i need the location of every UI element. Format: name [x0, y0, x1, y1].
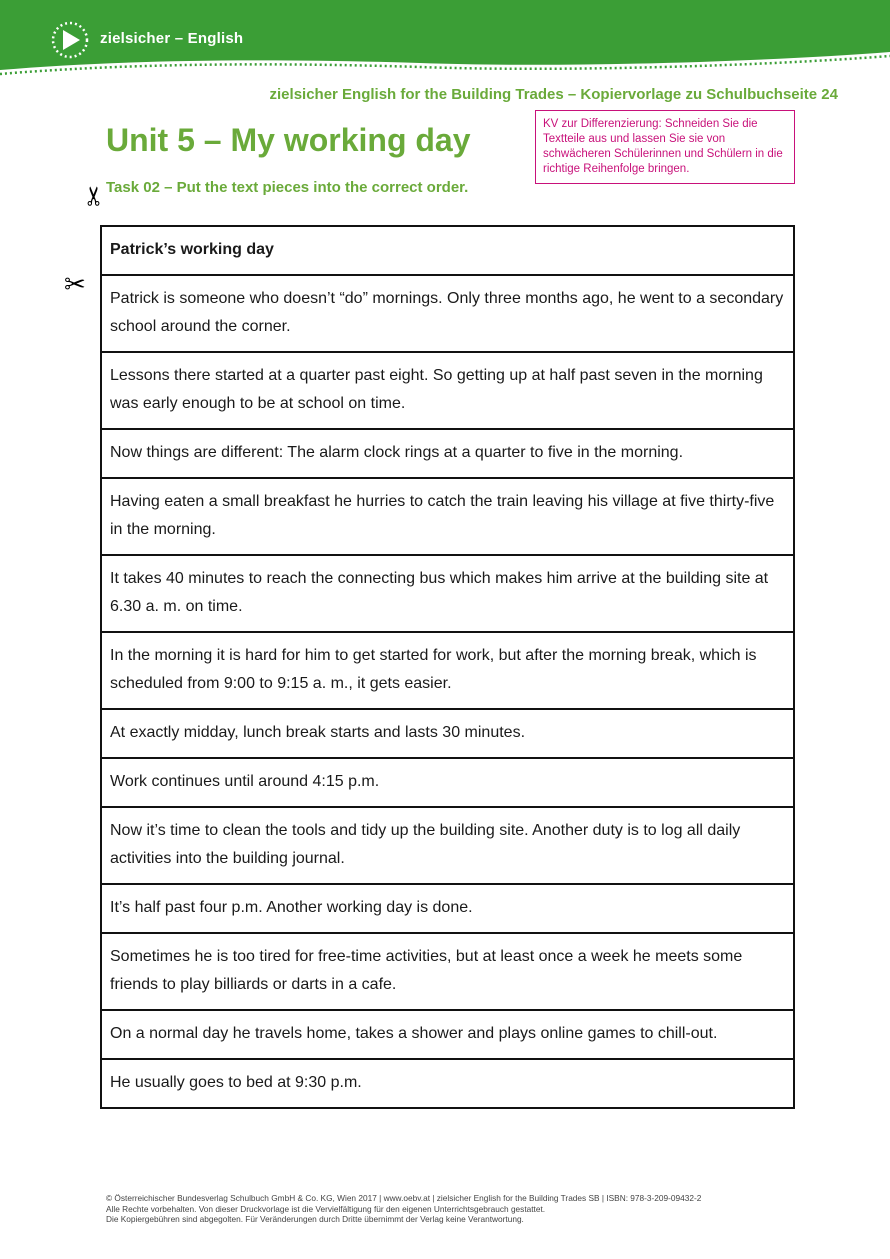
text-piece: Work continues until around 4:15 p.m. — [100, 757, 795, 808]
text-piece: On a normal day he travels home, takes a shower and plays online games to chill-out. — [100, 1009, 795, 1060]
footer-line: Alle Rechte vorbehalten. Von dieser Druckvorlage ist die Vervielfältigung für den eigenen Unterrichtsgebrauch gestattet. — [106, 1203, 546, 1214]
piece-heading: Patrick’s working day — [100, 225, 795, 276]
teacher-note: KV zur Differenzierung: Schneiden Sie die Textteile aus und lassen Sie sie von schwächeren Schülerinnen und Schülern in die richtige Reihenfolge bringen. — [535, 110, 795, 184]
header-banner — [0, 0, 890, 80]
text-piece: At exactly midday, lunch break starts and lasts 30 minutes. — [100, 708, 795, 759]
text-piece: Now it’s time to clean the tools and tidy up the building site. Another duty is to log all daily activities into the building journal. — [100, 806, 795, 885]
footer-copyright — [106, 1193, 701, 1225]
text-pieces-table — [100, 225, 795, 1109]
task-instruction: Task 02 – Put the text pieces into the correct order. — [106, 179, 469, 196]
text-piece: It takes 40 minutes to reach the connecting bus which makes him arrive at the building site at 6.30 a. m. on time. — [100, 554, 795, 633]
page-title: Unit 5 – My working day — [106, 122, 471, 158]
text-piece: In the morning it is hard for him to get started for work, but after the morning break, which is scheduled from 9:00 to 9:15 a. m., it gets easier. — [100, 631, 795, 710]
text-piece: Now things are different: The alarm clock rings at a quarter to five in the morning. — [100, 428, 795, 479]
scissors-icon: ✂ — [79, 185, 110, 207]
footer-line: © Österreichischer Bundesverlag Schulbuch GmbH & Co. KG, Wien 2017 | www.oebv.at | zielsicher English for the Building Trades SB | ISBN: 978-3-209-09432-2 — [106, 1193, 702, 1203]
text-piece: It’s half past four p.m. Another working day is done. — [100, 883, 795, 934]
text-piece: Lessons there started at a quarter past eight. So getting up at half past seven in the morning was early enough to be at school on time. — [100, 351, 795, 430]
text-piece: He usually goes to bed at 9:30 p.m. — [100, 1058, 795, 1109]
text-piece: Having eaten a small breakfast he hurries to catch the train leaving his village at five thirty-five in the morning. — [100, 477, 795, 556]
scissors-icon: ✂ — [64, 270, 86, 300]
series-subtitle: zielsicher English for the Building Trades – Kopiervorlage zu Schulbuchseite 24 — [269, 86, 838, 103]
footer-line: Die Kopiergebühren sind abgegolten. Für Veränderungen durch Dritte übernimmt der Verlag keine Verantwortung. — [106, 1214, 524, 1224]
text-piece: Patrick is someone who doesn’t “do” mornings. Only three months ago, he went to a secondary school around the corner. — [100, 274, 795, 353]
text-piece: Sometimes he is too tired for free-time activities, but at least once a week he meets some friends to play billiards or darts in a cafe. — [100, 932, 795, 1011]
brand-name: zielsicher – English — [100, 30, 244, 47]
